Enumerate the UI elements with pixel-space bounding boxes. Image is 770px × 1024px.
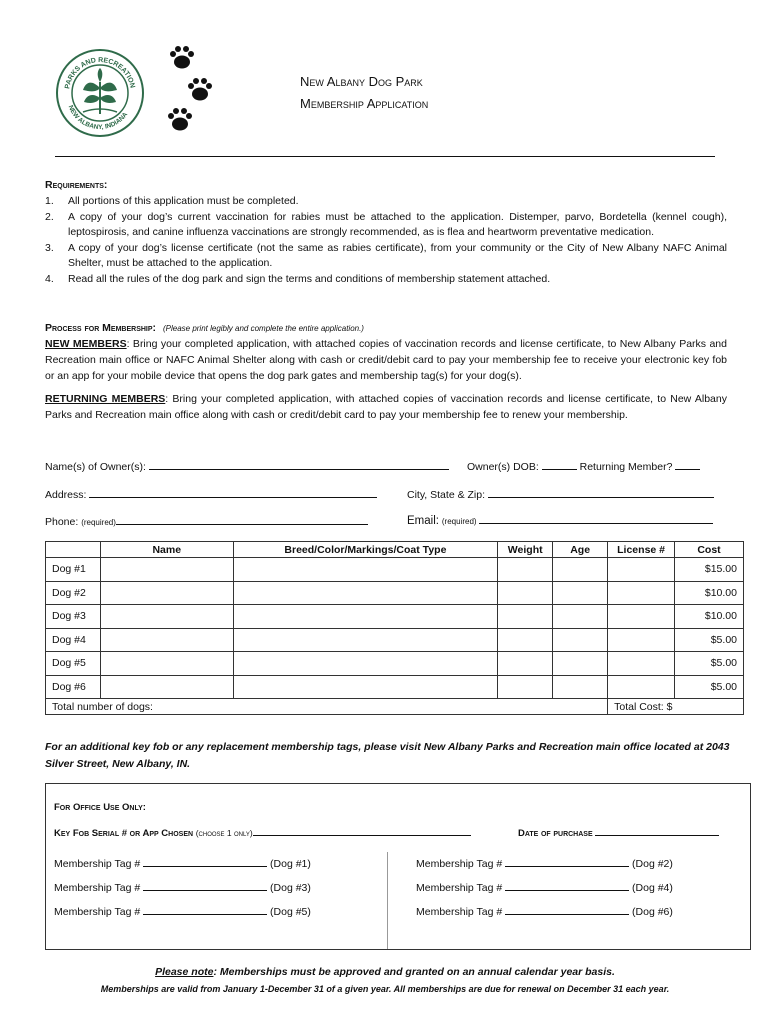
footer-line-2: Memberships are valid from January 1-December 31 of a given year. All memberships are due for renewal on December 31 each year. <box>100 984 670 994</box>
col-cost: Cost <box>675 542 744 558</box>
returning-members-label: RETURNING MEMBERS <box>45 393 166 405</box>
col-weight: Weight <box>498 542 553 558</box>
requirement-item: 4. Read all the rules of the dog park and sign the terms and conditions of membership statement attached. <box>45 272 551 285</box>
city-state-zip-field[interactable]: City, State & Zip: <box>407 487 714 501</box>
col-name: Name <box>100 542 233 558</box>
total-dogs-label: Total number of dogs: <box>46 699 608 715</box>
email-field[interactable]: Email: (required) <box>407 513 713 527</box>
table-row: Dog #6 $5.00 <box>46 675 744 699</box>
title-line-2: Membership Application <box>300 96 429 111</box>
address-field[interactable]: Address: <box>45 487 377 501</box>
total-cost-label: Total Cost: $ <box>608 699 744 715</box>
col-license: License # <box>608 542 675 558</box>
process-heading-row <box>45 322 364 334</box>
dog-table <box>45 541 744 715</box>
parks-recreation-seal <box>55 48 145 138</box>
returning-member-field[interactable]: Returning Member? <box>579 461 673 473</box>
additional-key-fob-note: For an additional key fob or any replacement membership tags, please visit New Albany Parks and Recreation main office located at 2043 Silver Street, New Albany, IN. <box>45 741 730 770</box>
new-members-paragraph: NEW MEMBERS: Bring your completed application, with attached copies of vaccination records and license certificate, to New Albany Parks and Recreation main office or NAFC Animal Shelter along with cash or credit/debit card to pay your membership fee to receive your electronic key fob or an app for your mobile device that opens the dog park gates and membership tag(s) for your dog(s). <box>45 338 727 382</box>
membership-tag-dog5[interactable]: Membership Tag # (Dog #5) <box>54 906 311 918</box>
please-note-label: Please note <box>155 966 214 978</box>
requirement-item: 3. A copy of your dog’s license certificate (not the same as rabies certificate), from your community or the City of New Albany NAFC Animal Shelter, must be attached to the application. <box>45 241 727 270</box>
owner-dob-field[interactable]: Owner(s) DOB: Returning Member? <box>467 459 700 473</box>
membership-tag-dog4[interactable]: Membership Tag # (Dog #4) <box>416 882 673 894</box>
date-of-purchase-field[interactable]: Date of purchase <box>518 825 719 839</box>
requirement-item: 2. A copy of your dog’s current vaccination for rabies must be attached to the application. Distemper, parvo, Bordetella (kennel cough), leptospirosis, and canine influenza vaccinations are strongly recommended, as is flea and heartworm preventative medication. <box>45 210 727 239</box>
header-divider <box>55 156 715 157</box>
process-heading: Process for Membership: <box>45 322 157 334</box>
membership-tag-dog1[interactable]: Membership Tag # (Dog #1) <box>54 858 311 870</box>
requirements-heading: Requirements: <box>45 179 108 191</box>
returning-members-paragraph: RETURNING MEMBERS: Bring your completed application, with attached copies of vaccination records and license certificate, to New Albany Parks and Recreation main office along with cash or credit/debit card to pay your membership fee to renew your membership. <box>45 393 727 421</box>
table-row: Dog #2 $10.00 <box>46 581 744 605</box>
membership-tag-dog2[interactable]: Membership Tag # (Dog #2) <box>416 858 673 870</box>
new-members-label: NEW MEMBERS <box>45 338 127 350</box>
table-row: Dog #5 $5.00 <box>46 652 744 676</box>
paw-prints-icon <box>162 42 217 140</box>
office-use-box <box>45 783 751 950</box>
process-note: (Please print legibly and complete the entire application.) <box>162 324 364 333</box>
table-header-row <box>46 542 744 558</box>
footer-line-1: Please note: Memberships must be approved and granted on an annual calendar year basis. <box>155 966 615 978</box>
membership-tag-dog6[interactable]: Membership Tag # (Dog #6) <box>416 906 673 918</box>
key-fob-field[interactable]: Key Fob Serial # or App Chosen (choose 1 only) <box>54 825 471 839</box>
owner-names-field[interactable]: Name(s) of Owner(s): <box>45 459 449 473</box>
table-row: Dog #4 $5.00 <box>46 628 744 652</box>
table-row: Dog #3 $10.00 <box>46 605 744 629</box>
svg-text:NEW ALBANY, INDIANA: NEW ALBANY, INDIANA <box>66 104 130 132</box>
table-total-row <box>46 699 744 715</box>
office-divider <box>387 852 388 949</box>
phone-field[interactable]: Phone: (required) <box>45 514 368 528</box>
requirements-list <box>45 194 727 288</box>
office-heading: For Office Use Only: <box>54 802 146 813</box>
table-row: Dog #1 $15.00 <box>46 558 744 582</box>
title-line-1: New Albany Dog Park <box>300 74 423 89</box>
seal-text-top: PARKS AND RECREATION <box>64 56 136 90</box>
col-breed: Breed/Color/Markings/Coat Type <box>233 542 498 558</box>
col-age: Age <box>553 542 608 558</box>
membership-tag-dog3[interactable]: Membership Tag # (Dog #3) <box>54 882 311 894</box>
requirement-item: 1. All portions of this application must be completed. <box>45 195 299 207</box>
